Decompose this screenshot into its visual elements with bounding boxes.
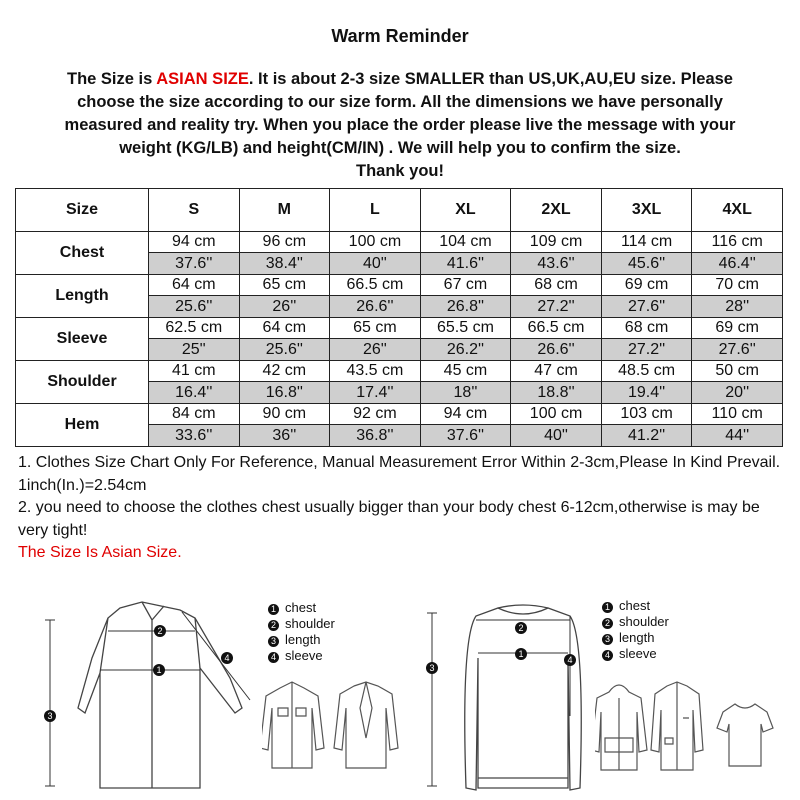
inch-cell: 18.8'' (511, 382, 602, 404)
inch-cell: 19.4'' (601, 382, 692, 404)
cm-cell: 41 cm (149, 361, 240, 382)
cm-cell: 103 cm (601, 404, 692, 425)
inch-cell: 44'' (692, 425, 783, 447)
cm-cell: 94 cm (149, 232, 240, 253)
thank-you-text: Thank you! (355, 162, 444, 180)
inch-cell: 33.6'' (149, 425, 240, 447)
inch-cell: 26'' (330, 339, 421, 361)
row-label: Shoulder (16, 361, 149, 404)
intro-text-2: . It is about 2-3 size SMALLER than US,UK,AU,EU size. Please choose the size according to our size form. All the dimensions we have personally measured and reality try. When you place the order please live the message with your weight (KG/LB) and height(CM/IN) . We will help you to confirm the size. (64, 70, 736, 157)
jacket-icons (262, 678, 402, 788)
row-label: Length (16, 275, 149, 318)
cm-cell: 43.5 cm (330, 361, 421, 382)
intro-text-1: The Size is (67, 70, 157, 88)
note-2: 2. you need to choose the clothes chest usually bigger than your body chest 6-12cm,otherwise is may be very tight! (18, 499, 760, 539)
denim-jacket-icon (262, 682, 324, 768)
inch-cell: 25.6'' (149, 296, 240, 318)
inch-cell: 27.6'' (601, 296, 692, 318)
inch-cell: 27.2'' (511, 296, 602, 318)
legend-item: 1 chest (268, 600, 335, 616)
inch-cell: 46.4'' (692, 253, 783, 275)
inch-cell: 28'' (692, 296, 783, 318)
blazer-icon (334, 682, 398, 768)
garment-icons (595, 678, 775, 788)
intro-paragraph (40, 68, 760, 183)
legend-item: 4 sleeve (268, 648, 335, 664)
cm-cell: 110 cm (692, 404, 783, 425)
page-title: Warm Reminder (331, 26, 469, 46)
cardigan-icon (651, 682, 703, 770)
header-cell: M (239, 189, 330, 232)
legend-item: 4 sleeve (602, 646, 669, 662)
cm-cell: 65.5 cm (420, 318, 511, 339)
inch-cell: 41.2'' (601, 425, 692, 447)
notes (18, 452, 783, 565)
marker-3: 3 (47, 711, 53, 721)
cm-cell: 100 cm (330, 232, 421, 253)
cm-cell: 100 cm (511, 404, 602, 425)
row-label: Chest (16, 232, 149, 275)
inch-cell: 20'' (692, 382, 783, 404)
size-header-row (16, 189, 783, 232)
cm-cell: 67 cm (420, 275, 511, 296)
inch-cell: 25'' (149, 339, 240, 361)
table-row (16, 318, 783, 339)
header-cell: 2XL (511, 189, 602, 232)
legend-item: 2 shoulder (602, 614, 669, 630)
legend-item: 3 length (268, 632, 335, 648)
cm-cell: 47 cm (511, 361, 602, 382)
header-cell: XL (420, 189, 511, 232)
inch-cell: 25.6'' (239, 339, 330, 361)
cm-cell: 92 cm (330, 404, 421, 425)
inch-cell: 36'' (239, 425, 330, 447)
inch-cell: 38.4'' (239, 253, 330, 275)
inch-cell: 43.6'' (511, 253, 602, 275)
cm-cell: 114 cm (601, 232, 692, 253)
inch-cell: 40'' (511, 425, 602, 447)
header-cell: 4XL (692, 189, 783, 232)
cm-cell: 84 cm (149, 404, 240, 425)
inch-cell: 26.6'' (511, 339, 602, 361)
table-row (16, 404, 783, 425)
inch-cell: 26.8'' (420, 296, 511, 318)
cm-cell: 68 cm (511, 275, 602, 296)
cm-cell: 68 cm (601, 318, 692, 339)
inch-cell: 26.2'' (420, 339, 511, 361)
inch-cell: 45.6'' (601, 253, 692, 275)
legend-item: 1 chest (602, 598, 669, 614)
marker-4: 4 (567, 655, 573, 665)
cm-cell: 64 cm (239, 318, 330, 339)
cm-cell: 62.5 cm (149, 318, 240, 339)
size-table (15, 188, 783, 447)
cm-cell: 116 cm (692, 232, 783, 253)
cm-cell: 65 cm (239, 275, 330, 296)
sweatshirt-measurement-diagram (420, 598, 600, 798)
table-row (16, 232, 783, 253)
marker-1: 1 (518, 649, 524, 659)
cm-cell: 70 cm (692, 275, 783, 296)
cm-cell: 45 cm (420, 361, 511, 382)
cm-cell: 66.5 cm (330, 275, 421, 296)
inch-cell: 41.6'' (420, 253, 511, 275)
marker-1: 1 (156, 665, 162, 675)
inch-cell: 27.2'' (601, 339, 692, 361)
sweatshirt-outline (465, 608, 582, 790)
cm-cell: 94 cm (420, 404, 511, 425)
legend-right (602, 598, 669, 662)
cm-cell: 66.5 cm (511, 318, 602, 339)
inch-cell: 26'' (239, 296, 330, 318)
header-cell: L (330, 189, 421, 232)
cm-cell: 50 cm (692, 361, 783, 382)
cm-cell: 69 cm (601, 275, 692, 296)
inch-cell: 18'' (420, 382, 511, 404)
cm-cell: 42 cm (239, 361, 330, 382)
header-cell: Size (16, 189, 149, 232)
legend-item: 2 shoulder (268, 616, 335, 632)
cm-cell: 65 cm (330, 318, 421, 339)
hoodie-icon (595, 685, 647, 770)
note-1: 1. Clothes Size Chart Only For Reference, Manual Measurement Error Within 2-3cm,Please In Kind Prevail. 1inch(In.)=2.54cm (18, 454, 781, 494)
cm-cell: 104 cm (420, 232, 511, 253)
cm-cell: 90 cm (239, 404, 330, 425)
cm-cell: 48.5 cm (601, 361, 692, 382)
row-label: Sleeve (16, 318, 149, 361)
table-row (16, 361, 783, 382)
asian-size-highlight: ASIAN SIZE (156, 70, 249, 88)
legend-item: 3 length (602, 630, 669, 646)
inch-cell: 37.6'' (420, 425, 511, 447)
inch-cell: 26.6'' (330, 296, 421, 318)
cm-cell: 96 cm (239, 232, 330, 253)
header-cell: 3XL (601, 189, 692, 232)
marker-2: 2 (157, 626, 163, 636)
tshirt-icon (717, 704, 773, 766)
inch-cell: 40'' (330, 253, 421, 275)
shirt-measurement-diagram (30, 598, 280, 798)
row-label: Hem (16, 404, 149, 447)
cm-cell: 64 cm (149, 275, 240, 296)
note-asian-size: The Size Is Asian Size. (18, 544, 182, 561)
inch-cell: 16.4'' (149, 382, 240, 404)
legend-left (268, 600, 335, 664)
inch-cell: 37.6'' (149, 253, 240, 275)
marker-4: 4 (224, 653, 230, 663)
marker-2: 2 (518, 623, 524, 633)
cm-cell: 109 cm (511, 232, 602, 253)
inch-cell: 27.6'' (692, 339, 783, 361)
cm-cell: 69 cm (692, 318, 783, 339)
table-row (16, 275, 783, 296)
inch-cell: 16.8'' (239, 382, 330, 404)
inch-cell: 17.4'' (330, 382, 421, 404)
inch-cell: 36.8'' (330, 425, 421, 447)
marker-3: 3 (429, 663, 435, 673)
header-cell: S (149, 189, 240, 232)
